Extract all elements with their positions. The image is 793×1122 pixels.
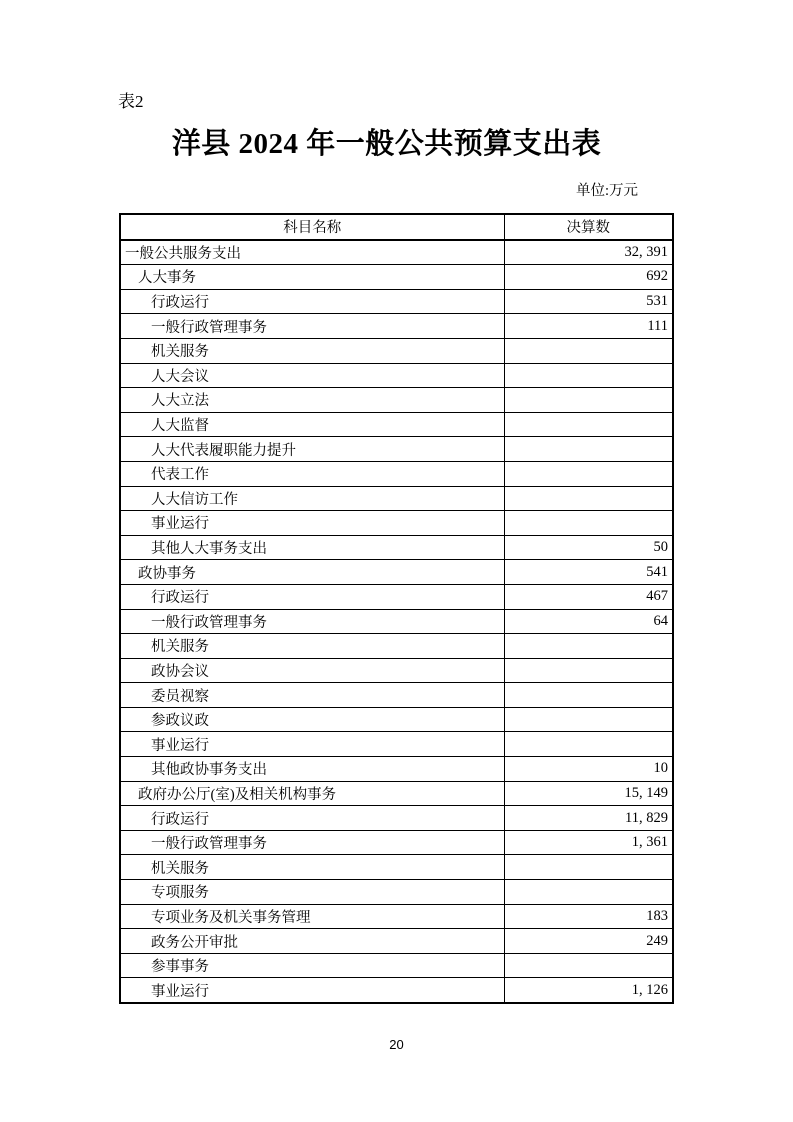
table-row: [120, 855, 673, 880]
subject-name-cell: 行政运行: [120, 584, 504, 609]
subject-name-cell: 参政议政: [120, 707, 504, 732]
subject-name-cell: 人大会议: [120, 363, 504, 388]
subject-name-cell: 代表工作: [120, 461, 504, 486]
table-row: [120, 486, 673, 511]
subject-name-cell: 人大监督: [120, 412, 504, 437]
amount-cell: [504, 412, 673, 437]
amount-cell: 1, 126: [504, 978, 673, 1003]
amount-cell: 10: [504, 757, 673, 782]
table-row: [120, 535, 673, 560]
amount-cell: 467: [504, 584, 673, 609]
amount-cell: [504, 486, 673, 511]
amount-cell: [504, 880, 673, 905]
subject-name-cell: 政府办公厅(室)及相关机构事务: [120, 781, 504, 806]
column-header-subject: 科目名称: [120, 214, 504, 240]
subject-name-cell: 其他人大事务支出: [120, 535, 504, 560]
amount-cell: [504, 461, 673, 486]
subject-name-cell: 专项服务: [120, 880, 504, 905]
table-row: [120, 265, 673, 290]
table-row: [120, 338, 673, 363]
table-header-row: [120, 214, 673, 240]
subject-name-cell: 政务公开审批: [120, 929, 504, 954]
subject-name-cell: 事业运行: [120, 978, 504, 1003]
amount-cell: 1, 361: [504, 830, 673, 855]
subject-name-cell: 一般行政管理事务: [120, 609, 504, 634]
table-row: [120, 560, 673, 585]
amount-cell: [504, 363, 673, 388]
amount-cell: [504, 953, 673, 978]
amount-cell: [504, 855, 673, 880]
column-header-amount: 决算数: [504, 214, 673, 240]
amount-cell: 541: [504, 560, 673, 585]
table-row: [120, 658, 673, 683]
table-row: [120, 363, 673, 388]
subject-name-cell: 事业运行: [120, 732, 504, 757]
table-row: [120, 904, 673, 929]
amount-cell: [504, 707, 673, 732]
page-title: 洋县 2024 年一般公共预算支出表: [171, 128, 602, 160]
table-row: [120, 240, 673, 265]
subject-name-cell: 事业运行: [120, 511, 504, 536]
table-row: [120, 683, 673, 708]
table-row: [120, 511, 673, 536]
subject-name-cell: 一般行政管理事务: [120, 314, 504, 339]
amount-cell: [504, 683, 673, 708]
table-row: [120, 953, 673, 978]
table-row: [120, 314, 673, 339]
subject-name-cell: 参事事务: [120, 953, 504, 978]
table-row: [120, 289, 673, 314]
amount-cell: 111: [504, 314, 673, 339]
subject-name-cell: 行政运行: [120, 806, 504, 831]
amount-cell: 183: [504, 904, 673, 929]
table-row: [120, 634, 673, 659]
amount-cell: [504, 634, 673, 659]
table-row: [120, 437, 673, 462]
amount-cell: [504, 437, 673, 462]
amount-cell: 15, 149: [504, 781, 673, 806]
subject-name-cell: 一般公共服务支出: [120, 240, 504, 265]
subject-name-cell: 一般行政管理事务: [120, 830, 504, 855]
subject-name-cell: 人大代表履职能力提升: [120, 437, 504, 462]
subject-name-cell: 委员视察: [120, 683, 504, 708]
subject-name-cell: 人大信访工作: [120, 486, 504, 511]
subject-name-cell: 机关服务: [120, 634, 504, 659]
table-row: [120, 707, 673, 732]
subject-name-cell: 行政运行: [120, 289, 504, 314]
subject-name-cell: 政协事务: [120, 560, 504, 585]
table-row: [120, 388, 673, 413]
amount-cell: [504, 732, 673, 757]
subject-name-cell: 人大事务: [120, 265, 504, 290]
table-row: [120, 732, 673, 757]
subject-name-cell: 专项业务及机关事务管理: [120, 904, 504, 929]
subject-name-cell: 政协会议: [120, 658, 504, 683]
subject-name-cell: 其他政协事务支出: [120, 757, 504, 782]
table-row: [120, 757, 673, 782]
amount-cell: 50: [504, 535, 673, 560]
table-row: [120, 412, 673, 437]
table-row: [120, 806, 673, 831]
table-row: [120, 929, 673, 954]
subject-name-cell: 人大立法: [120, 388, 504, 413]
table-row: [120, 880, 673, 905]
amount-cell: 32, 391: [504, 240, 673, 265]
amount-cell: [504, 338, 673, 363]
table-label: 表2: [118, 92, 144, 111]
amount-cell: [504, 658, 673, 683]
amount-cell: 64: [504, 609, 673, 634]
table-row: [120, 461, 673, 486]
amount-cell: 11, 829: [504, 806, 673, 831]
budget-table: [119, 213, 674, 1004]
table-row: [120, 978, 673, 1003]
amount-cell: [504, 511, 673, 536]
amount-cell: [504, 388, 673, 413]
amount-cell: 692: [504, 265, 673, 290]
subject-name-cell: 机关服务: [120, 855, 504, 880]
table-row: [120, 830, 673, 855]
amount-cell: 531: [504, 289, 673, 314]
amount-cell: 249: [504, 929, 673, 954]
table-row: [120, 609, 673, 634]
table-row: [120, 584, 673, 609]
table-row: [120, 781, 673, 806]
unit-note: 单位:万元: [575, 183, 638, 199]
subject-name-cell: 机关服务: [120, 338, 504, 363]
page-number: 20: [389, 1037, 404, 1052]
